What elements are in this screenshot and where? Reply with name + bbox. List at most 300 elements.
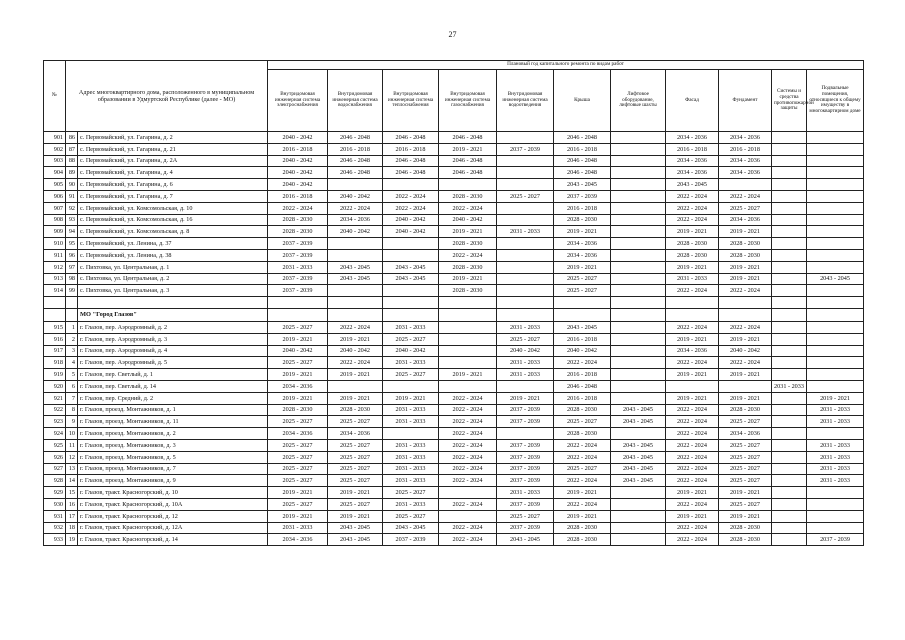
row-period-cell: 2040 - 2042 [268, 167, 328, 179]
row-period-cell [611, 380, 666, 392]
row-period-cell: 2046 - 2048 [439, 167, 497, 179]
row-period-cell: 2031 - 2033 [383, 439, 439, 451]
row-period-cell [611, 238, 666, 250]
row-sub-number: 5 [66, 369, 78, 381]
row-number: 926 [44, 451, 66, 463]
row-period-cell [611, 190, 666, 202]
header-number: № [44, 61, 66, 132]
row-number: 909 [44, 226, 66, 238]
row-period-cell [807, 143, 864, 155]
row-period-cell: 2034 - 2036 [554, 238, 611, 250]
row-sub-number: 94 [66, 226, 78, 238]
row-period-cell: 2037 - 2039 [497, 475, 554, 487]
row-period-cell [807, 510, 864, 522]
spacer-cell [328, 297, 383, 309]
row-period-cell: 2022 - 2024 [719, 190, 772, 202]
row-period-cell [439, 487, 497, 499]
header-address: Адрес многоквартирного дома, расположенного в муниципальном образовании в Удмуртской Республике (далее - МО) [66, 61, 268, 132]
row-period-cell [807, 357, 864, 369]
page-number: 27 [448, 30, 457, 39]
row-sub-number: 99 [66, 285, 78, 297]
spacer-cell [383, 297, 439, 309]
row-period-cell [807, 285, 864, 297]
row-period-cell [611, 333, 666, 345]
row-period-cell: 2016 - 2018 [666, 143, 719, 155]
row-period-cell: 2028 - 2030 [554, 428, 611, 440]
row-sub-number: 12 [66, 451, 78, 463]
row-period-cell [611, 261, 666, 273]
row-number: 910 [44, 238, 66, 250]
row-sub-number: 9 [66, 416, 78, 428]
row-address: с. Пихтовка, ул. Центральная, д. 3 [78, 285, 268, 297]
row-period-cell: 2031 - 2033 [383, 357, 439, 369]
section-empty-cell [554, 308, 611, 321]
table-row [44, 380, 864, 392]
row-period-cell: 2028 - 2030 [719, 534, 772, 546]
section-empty-cell [66, 308, 78, 321]
row-period-cell [807, 155, 864, 167]
row-sub-number: 4 [66, 357, 78, 369]
section-empty-cell [328, 308, 383, 321]
header-column: Крыша [554, 70, 611, 132]
row-number: 931 [44, 510, 66, 522]
row-address: г. Глазов, проезд. Монтажников, д. 7 [78, 463, 268, 475]
row-address: с. Первомайский, ул. Комсомольская, д. 16 [78, 214, 268, 226]
row-sub-number: 95 [66, 238, 78, 250]
row-period-cell [497, 214, 554, 226]
table-row [44, 345, 864, 357]
row-period-cell: 2028 - 2030 [554, 214, 611, 226]
row-period-cell: 2019 - 2021 [554, 261, 611, 273]
row-period-cell: 2046 - 2048 [554, 132, 611, 144]
table-row [44, 155, 864, 167]
row-period-cell: 2019 - 2021 [268, 369, 328, 381]
row-period-cell: 2046 - 2048 [554, 155, 611, 167]
row-period-cell: 2019 - 2021 [554, 487, 611, 499]
row-period-cell: 2019 - 2021 [439, 143, 497, 155]
row-number: 929 [44, 487, 66, 499]
row-period-cell: 2031 - 2033 [268, 522, 328, 534]
row-period-cell [611, 202, 666, 214]
row-period-cell [497, 380, 554, 392]
row-number: 916 [44, 333, 66, 345]
row-period-cell: 2028 - 2030 [719, 404, 772, 416]
table-row [44, 143, 864, 155]
row-period-cell [807, 321, 864, 333]
row-sub-number: 6 [66, 380, 78, 392]
row-period-cell [772, 226, 807, 238]
row-address: г. Глазов, проезд. Монтажников, д. 11 [78, 416, 268, 428]
table-row [44, 285, 864, 297]
row-address: г. Глазов, пер. Аэродромный, д. 3 [78, 333, 268, 345]
row-period-cell: 2022 - 2024 [666, 214, 719, 226]
row-period-cell: 2025 - 2027 [328, 439, 383, 451]
table-row [44, 404, 864, 416]
row-period-cell [807, 167, 864, 179]
row-period-cell [611, 522, 666, 534]
row-period-cell: 2028 - 2030 [666, 249, 719, 261]
row-sub-number: 87 [66, 143, 78, 155]
row-period-cell: 2040 - 2042 [268, 179, 328, 191]
row-period-cell: 2031 - 2033 [383, 451, 439, 463]
row-period-cell [719, 179, 772, 191]
table-row [44, 522, 864, 534]
row-period-cell: 2019 - 2021 [383, 392, 439, 404]
row-period-cell: 2022 - 2024 [439, 463, 497, 475]
row-period-cell: 2043 - 2045 [611, 404, 666, 416]
spacer-row [44, 297, 864, 309]
row-period-cell [807, 132, 864, 144]
row-period-cell: 2016 - 2018 [554, 143, 611, 155]
row-period-cell [611, 285, 666, 297]
row-sub-number: 97 [66, 261, 78, 273]
row-period-cell: 2028 - 2030 [328, 404, 383, 416]
spacer-cell [439, 297, 497, 309]
row-period-cell: 2031 - 2033 [383, 475, 439, 487]
row-period-cell: 2040 - 2042 [383, 214, 439, 226]
row-period-cell [807, 261, 864, 273]
row-period-cell: 2022 - 2024 [554, 439, 611, 451]
row-number: 918 [44, 357, 66, 369]
table-row [44, 392, 864, 404]
row-period-cell: 2034 - 2036 [719, 167, 772, 179]
row-period-cell: 2019 - 2021 [666, 487, 719, 499]
row-period-cell: 2019 - 2021 [268, 392, 328, 404]
row-period-cell [807, 249, 864, 261]
row-period-cell [772, 439, 807, 451]
row-number: 907 [44, 202, 66, 214]
row-period-cell: 2016 - 2018 [554, 369, 611, 381]
row-address: с. Первомайский, ул. Гагарина, д. 21 [78, 143, 268, 155]
row-address: с. Первомайский, ул. Гагарина, д. 7 [78, 190, 268, 202]
row-period-cell: 2028 - 2030 [439, 285, 497, 297]
row-number: 920 [44, 380, 66, 392]
row-period-cell: 2019 - 2021 [719, 226, 772, 238]
row-period-cell: 2031 - 2033 [383, 416, 439, 428]
row-period-cell: 2025 - 2027 [719, 451, 772, 463]
row-period-cell: 2022 - 2024 [439, 416, 497, 428]
row-period-cell: 2025 - 2027 [268, 463, 328, 475]
header-column: Внутридомовая инженерная система водоснабжения [328, 70, 383, 132]
row-period-cell [772, 428, 807, 440]
row-period-cell: 2034 - 2036 [554, 249, 611, 261]
row-period-cell: 2046 - 2048 [439, 155, 497, 167]
section-empty-cell [497, 308, 554, 321]
row-period-cell: 2019 - 2021 [328, 333, 383, 345]
row-period-cell: 2028 - 2030 [554, 534, 611, 546]
row-period-cell: 2019 - 2021 [554, 226, 611, 238]
row-number: 921 [44, 392, 66, 404]
row-period-cell [807, 487, 864, 499]
row-period-cell: 2019 - 2021 [328, 510, 383, 522]
row-period-cell: 2019 - 2021 [268, 510, 328, 522]
table-row [44, 249, 864, 261]
row-sub-number: 10 [66, 428, 78, 440]
section-empty-cell [772, 308, 807, 321]
repair-schedule-table [43, 60, 864, 546]
row-period-cell [772, 510, 807, 522]
row-period-cell: 2019 - 2021 [666, 261, 719, 273]
row-period-cell: 2022 - 2024 [439, 439, 497, 451]
row-period-cell: 2043 - 2045 [497, 534, 554, 546]
row-period-cell [497, 132, 554, 144]
row-period-cell: 2046 - 2048 [439, 132, 497, 144]
table-row [44, 416, 864, 428]
row-period-cell: 2046 - 2048 [383, 167, 439, 179]
row-period-cell: 2022 - 2024 [439, 428, 497, 440]
table-row [44, 439, 864, 451]
row-sub-number: 89 [66, 167, 78, 179]
row-period-cell: 2022 - 2024 [666, 404, 719, 416]
row-period-cell: 2025 - 2027 [383, 487, 439, 499]
row-period-cell: 2031 - 2033 [497, 369, 554, 381]
row-period-cell: 2037 - 2039 [268, 238, 328, 250]
row-period-cell [497, 249, 554, 261]
row-period-cell: 2025 - 2027 [554, 416, 611, 428]
row-period-cell: 2022 - 2024 [666, 357, 719, 369]
row-address: с. Первомайский, ул. Ленина, д. 37 [78, 238, 268, 250]
row-period-cell [772, 345, 807, 357]
row-period-cell: 2022 - 2024 [666, 321, 719, 333]
row-period-cell: 2019 - 2021 [666, 226, 719, 238]
row-period-cell: 2034 - 2036 [719, 214, 772, 226]
row-period-cell: 2031 - 2033 [807, 475, 864, 487]
row-period-cell [497, 261, 554, 273]
row-period-cell: 2040 - 2042 [328, 345, 383, 357]
row-period-cell: 2025 - 2027 [328, 475, 383, 487]
row-period-cell: 2022 - 2024 [439, 451, 497, 463]
row-period-cell: 2034 - 2036 [666, 167, 719, 179]
row-period-cell [772, 369, 807, 381]
row-period-cell [772, 416, 807, 428]
row-period-cell [807, 428, 864, 440]
row-period-cell [383, 285, 439, 297]
spacer-cell [666, 297, 719, 309]
row-period-cell [807, 226, 864, 238]
row-period-cell: 2022 - 2024 [439, 498, 497, 510]
row-period-cell: 2016 - 2018 [268, 190, 328, 202]
row-number: 922 [44, 404, 66, 416]
header-column: Фундамент [719, 70, 772, 132]
section-empty-cell [383, 308, 439, 321]
row-period-cell: 2043 - 2045 [328, 261, 383, 273]
row-period-cell: 2046 - 2048 [383, 155, 439, 167]
row-period-cell [772, 179, 807, 191]
row-period-cell: 2028 - 2030 [719, 522, 772, 534]
row-period-cell: 2022 - 2024 [383, 202, 439, 214]
row-period-cell [439, 321, 497, 333]
row-period-cell: 2022 - 2024 [439, 392, 497, 404]
row-period-cell: 2025 - 2027 [497, 333, 554, 345]
row-period-cell [772, 249, 807, 261]
row-period-cell: 2031 - 2033 [807, 463, 864, 475]
table-row [44, 273, 864, 285]
row-number: 905 [44, 179, 66, 191]
row-address: г. Глазов, тракт. Красногорский, д. 14 [78, 534, 268, 546]
row-period-cell: 2031 - 2033 [497, 357, 554, 369]
row-sub-number: 1 [66, 321, 78, 333]
row-period-cell: 2034 - 2036 [666, 155, 719, 167]
row-period-cell: 2022 - 2024 [666, 534, 719, 546]
row-period-cell [611, 214, 666, 226]
row-period-cell: 2028 - 2030 [268, 404, 328, 416]
row-period-cell: 2016 - 2018 [554, 392, 611, 404]
row-period-cell: 2037 - 2039 [497, 416, 554, 428]
row-period-cell [383, 179, 439, 191]
section-empty-cell [719, 308, 772, 321]
table-row [44, 534, 864, 546]
row-period-cell [328, 238, 383, 250]
row-period-cell: 2028 - 2030 [268, 214, 328, 226]
row-period-cell [439, 179, 497, 191]
row-period-cell [497, 167, 554, 179]
row-period-cell: 2034 - 2036 [268, 380, 328, 392]
row-period-cell [772, 392, 807, 404]
row-period-cell [611, 498, 666, 510]
row-period-cell [772, 463, 807, 475]
table-row [44, 451, 864, 463]
table-row [44, 321, 864, 333]
row-number: 915 [44, 321, 66, 333]
row-number: 919 [44, 369, 66, 381]
table-row [44, 238, 864, 250]
section-empty-cell [666, 308, 719, 321]
row-period-cell: 2043 - 2045 [611, 416, 666, 428]
row-sub-number: 3 [66, 345, 78, 357]
row-address: г. Глазов, тракт. Красногорский, д. 12А [78, 522, 268, 534]
row-period-cell [807, 522, 864, 534]
row-period-cell: 2031 - 2033 [268, 261, 328, 273]
row-address: г. Глазов, проезд. Монтажников, д. 5 [78, 451, 268, 463]
row-period-cell: 2025 - 2027 [383, 510, 439, 522]
row-period-cell [383, 380, 439, 392]
row-period-cell: 2043 - 2045 [383, 261, 439, 273]
section-empty-cell [268, 308, 328, 321]
row-period-cell [772, 333, 807, 345]
row-period-cell [611, 167, 666, 179]
table-row [44, 214, 864, 226]
row-period-cell: 2019 - 2021 [719, 392, 772, 404]
row-number: 913 [44, 273, 66, 285]
row-number: 924 [44, 428, 66, 440]
row-period-cell [497, 202, 554, 214]
row-sub-number: 91 [66, 190, 78, 202]
row-period-cell: 2043 - 2045 [328, 534, 383, 546]
table-row [44, 132, 864, 144]
table-row [44, 179, 864, 191]
row-period-cell [328, 380, 383, 392]
row-period-cell: 2022 - 2024 [666, 285, 719, 297]
row-period-cell: 2019 - 2021 [268, 487, 328, 499]
row-sub-number: 14 [66, 475, 78, 487]
row-period-cell: 2022 - 2024 [666, 522, 719, 534]
row-period-cell [611, 249, 666, 261]
row-number: 923 [44, 416, 66, 428]
table-row [44, 369, 864, 381]
row-period-cell: 2031 - 2033 [807, 416, 864, 428]
row-period-cell: 2040 - 2042 [268, 132, 328, 144]
row-period-cell: 2031 - 2033 [807, 451, 864, 463]
spacer-cell [554, 297, 611, 309]
row-period-cell: 2022 - 2024 [268, 202, 328, 214]
row-period-cell: 2019 - 2021 [719, 510, 772, 522]
row-period-cell: 2022 - 2024 [439, 475, 497, 487]
row-period-cell: 2046 - 2048 [328, 155, 383, 167]
row-period-cell: 2043 - 2045 [807, 273, 864, 285]
header-group-title: Плановый год капитального ремонта по видам работ [268, 61, 864, 70]
row-period-cell: 2040 - 2042 [383, 226, 439, 238]
row-address: г. Глазов, пер. Аэродромный, д. 5 [78, 357, 268, 369]
row-period-cell: 2025 - 2027 [719, 202, 772, 214]
section-row [44, 308, 864, 321]
spacer-cell [78, 297, 268, 309]
row-period-cell: 2034 - 2036 [719, 132, 772, 144]
row-period-cell: 2037 - 2039 [554, 190, 611, 202]
row-period-cell: 2037 - 2039 [497, 498, 554, 510]
section-empty-cell [611, 308, 666, 321]
row-period-cell [772, 202, 807, 214]
table-row [44, 498, 864, 510]
row-period-cell: 2019 - 2021 [719, 261, 772, 273]
row-period-cell [611, 345, 666, 357]
table-row [44, 510, 864, 522]
row-period-cell: 2028 - 2030 [439, 190, 497, 202]
row-period-cell: 2022 - 2024 [554, 451, 611, 463]
row-period-cell: 2016 - 2018 [554, 202, 611, 214]
row-period-cell [439, 345, 497, 357]
table-row [44, 261, 864, 273]
table-row [44, 202, 864, 214]
row-period-cell: 2034 - 2036 [719, 428, 772, 440]
row-period-cell: 2025 - 2027 [719, 498, 772, 510]
row-period-cell: 2025 - 2027 [497, 190, 554, 202]
row-number: 908 [44, 214, 66, 226]
row-period-cell [772, 261, 807, 273]
row-number: 925 [44, 439, 66, 451]
row-sub-number: 88 [66, 155, 78, 167]
row-period-cell [611, 534, 666, 546]
row-period-cell [611, 510, 666, 522]
row-period-cell: 2019 - 2021 [328, 369, 383, 381]
row-period-cell: 2043 - 2045 [611, 475, 666, 487]
row-period-cell: 2043 - 2045 [383, 522, 439, 534]
row-period-cell [772, 475, 807, 487]
row-period-cell: 2019 - 2021 [719, 333, 772, 345]
row-period-cell [439, 333, 497, 345]
row-period-cell [807, 202, 864, 214]
row-period-cell: 2022 - 2024 [666, 498, 719, 510]
row-period-cell [439, 380, 497, 392]
table-row [44, 487, 864, 499]
row-period-cell: 2016 - 2018 [383, 143, 439, 155]
row-period-cell [807, 214, 864, 226]
row-period-cell [497, 428, 554, 440]
row-period-cell: 2028 - 2030 [439, 261, 497, 273]
row-period-cell: 2034 - 2036 [666, 345, 719, 357]
row-period-cell [328, 179, 383, 191]
row-period-cell: 2028 - 2030 [439, 238, 497, 250]
row-period-cell: 2034 - 2036 [719, 155, 772, 167]
section-empty-cell [44, 308, 66, 321]
row-number: 930 [44, 498, 66, 510]
row-period-cell: 2025 - 2027 [383, 369, 439, 381]
spacer-cell [807, 297, 864, 309]
row-period-cell [611, 392, 666, 404]
row-period-cell [772, 357, 807, 369]
row-period-cell: 2022 - 2024 [666, 463, 719, 475]
row-period-cell: 2028 - 2030 [554, 522, 611, 534]
row-period-cell: 2043 - 2045 [328, 273, 383, 285]
